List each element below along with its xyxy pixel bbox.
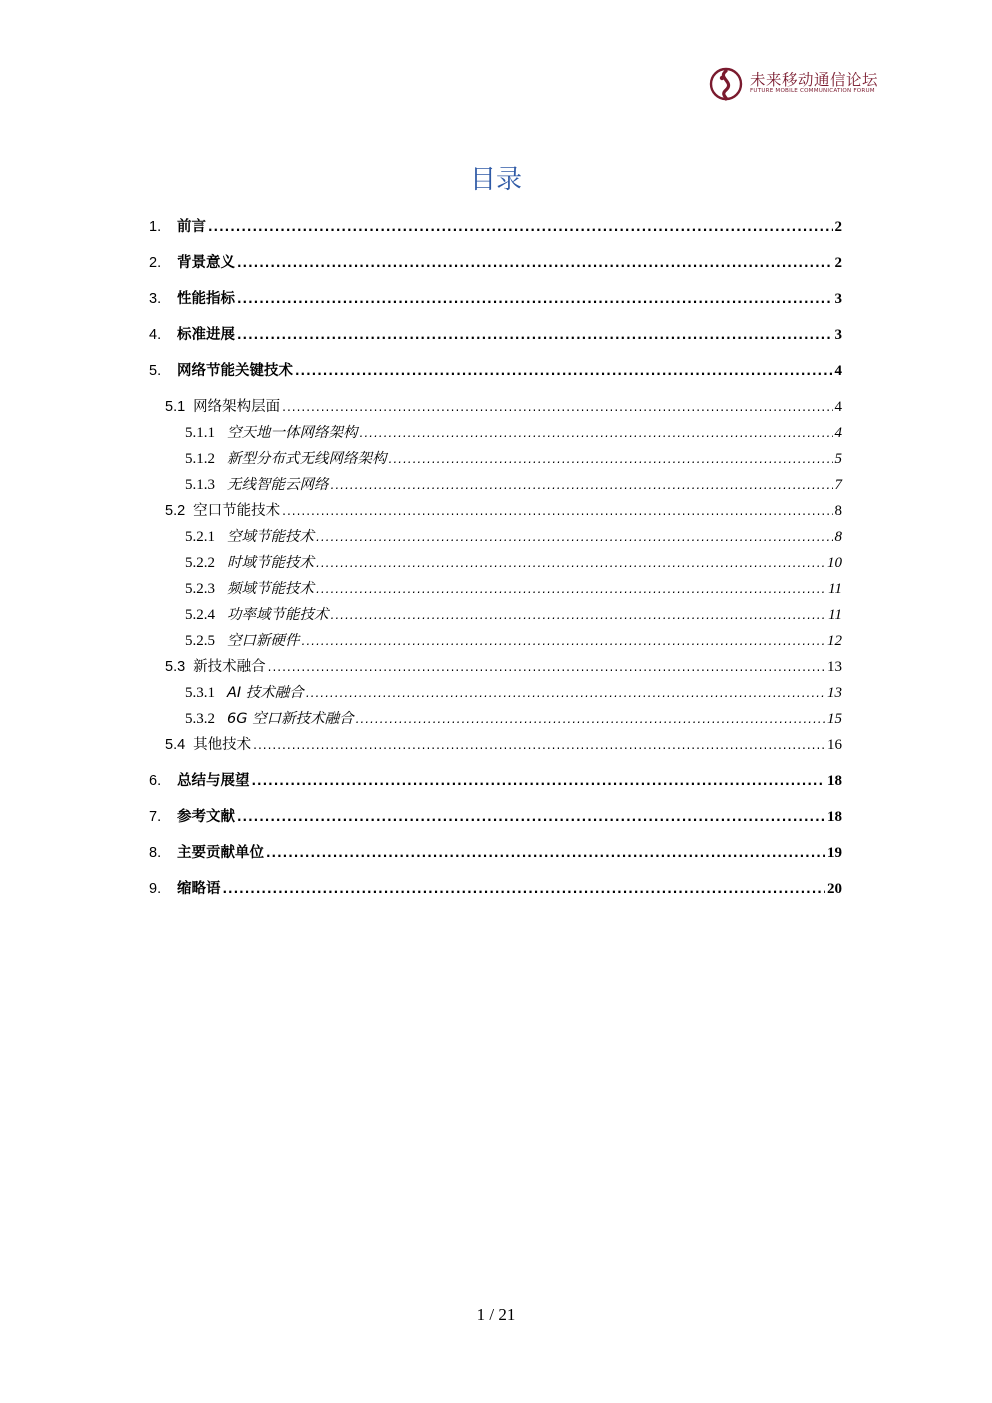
toc-entry-level-3[interactable]	[185, 577, 842, 601]
toc-dot-leader	[208, 220, 833, 234]
toc-entry-title: 无线智能云网络	[227, 477, 329, 493]
toc-entry-title: 前言	[177, 219, 206, 235]
toc-entry-page: 10	[827, 555, 842, 571]
toc-entry-level-1[interactable]	[149, 287, 842, 311]
toc-entry-title: 标准进展	[177, 327, 235, 343]
toc-entry-number: 5.3	[165, 659, 186, 675]
toc-entry-number: 5.1	[165, 399, 186, 415]
toc-entry-level-1[interactable]	[149, 841, 842, 865]
toc-dot-leader	[223, 882, 826, 896]
toc-entry-level-3[interactable]	[185, 447, 842, 471]
toc-entry-title: 主要贡献单位	[177, 845, 264, 861]
toc-entry-level-3[interactable]	[185, 629, 842, 653]
toc-entry-page: 15	[827, 711, 842, 727]
toc-dot-leader	[302, 634, 826, 648]
toc-dot-leader	[331, 608, 827, 622]
toc-entry-title: 网络节能关键技术	[177, 363, 293, 379]
toc-entry-level-2[interactable]	[165, 499, 842, 523]
toc-entry-page: 16	[827, 737, 842, 753]
toc-entry-title: 新技术融合	[193, 659, 266, 675]
toc-entry-page: 20	[827, 881, 842, 897]
toc-entry-page: 4	[834, 425, 842, 441]
toc-entry-number: 5.1.1	[185, 425, 215, 441]
toc-entry-title: 空口节能技术	[193, 503, 281, 519]
toc-dot-leader	[252, 774, 826, 788]
toc-entry-number: 5.3.2	[185, 711, 215, 727]
toc-entry-title: AI 技术融合	[227, 685, 304, 701]
toc-entry-level-1[interactable]	[149, 251, 842, 275]
toc-dot-leader	[306, 686, 825, 700]
toc-entry-level-3[interactable]	[185, 603, 842, 627]
toc-entry-title: 网络架构层面	[193, 399, 281, 415]
toc-dot-leader	[316, 556, 825, 570]
toc-entry-number: 7.	[149, 809, 162, 825]
toc-dot-leader	[253, 738, 825, 752]
toc-entry-number: 5.2.3	[185, 581, 215, 597]
toc-entry-page: 2	[834, 219, 842, 235]
toc-dot-leader	[316, 582, 826, 596]
logo-chinese-text: 未来移动通信论坛	[750, 71, 879, 89]
toc-dot-leader	[282, 504, 832, 518]
toc-dot-leader	[360, 426, 833, 440]
toc-dot-leader	[316, 530, 833, 544]
toc-entry-page: 19	[827, 845, 842, 861]
toc-entry-title: 新型分布式无线网络架构	[227, 451, 387, 467]
toc-entry-number: 4.	[149, 327, 162, 343]
toc-entry-number: 5.2.2	[185, 555, 215, 571]
toc-entry-title: 背景意义	[177, 255, 235, 271]
toc-dot-leader	[237, 292, 833, 306]
toc-dot-leader	[266, 846, 825, 860]
toc-entry-page: 18	[827, 773, 842, 789]
toc-entry-title: 时域节能技术	[227, 555, 314, 571]
toc-entry-title: 其他技术	[193, 737, 252, 753]
toc-entry-page: 8	[834, 529, 842, 545]
toc-entry-page: 5	[834, 451, 842, 467]
toc-entry-level-2[interactable]	[165, 655, 842, 679]
toc-entry-title: 6G 空口新技术融合	[227, 711, 354, 727]
toc-entry-number: 5.4	[165, 737, 186, 753]
toc-entry-page: 7	[834, 477, 842, 493]
toc-entry-number: 5.3.1	[185, 685, 215, 701]
toc-entry-title: 功率域节能技术	[227, 607, 329, 623]
toc-entry-level-3[interactable]	[185, 473, 842, 497]
toc-entry-number: 5.1.3	[185, 477, 215, 493]
toc-entry-number: 3.	[149, 291, 162, 307]
forum-emblem-icon	[708, 66, 744, 102]
toc-entry-number: 5.2	[165, 503, 186, 519]
toc-entry-number: 8.	[149, 845, 162, 861]
toc-entry-level-1[interactable]	[149, 877, 842, 901]
toc-entry-page: 3	[834, 291, 842, 307]
toc-entry-page: 11	[828, 581, 842, 597]
toc-entry-number: 5.	[149, 363, 162, 379]
toc-entry-level-1[interactable]	[149, 805, 842, 829]
toc-dot-leader	[237, 328, 833, 342]
toc-entry-page: 12	[827, 633, 842, 649]
toc-entry-page: 4	[834, 363, 842, 379]
toc-entry-level-1[interactable]	[149, 359, 842, 383]
toc-entry-level-2[interactable]	[165, 395, 842, 419]
toc-entry-title: 空口新硬件	[227, 633, 300, 649]
toc-entry-number: 5.2.1	[185, 529, 215, 545]
toc-entry-number: 1.	[149, 219, 162, 235]
toc-entry-title: 频域节能技术	[227, 581, 314, 597]
forum-logo	[708, 66, 898, 102]
toc-entry-page: 3	[834, 327, 842, 343]
toc-entry-title: 总结与展望	[177, 773, 250, 789]
toc-entry-level-3[interactable]	[185, 681, 842, 705]
logo-english-text: FUTURE MOBILE COMMUNICATION FORUM	[750, 88, 875, 94]
toc-entry-number: 5.2.4	[185, 607, 215, 623]
toc-entry-level-3[interactable]	[185, 707, 842, 731]
toc-entry-page: 11	[828, 607, 842, 623]
toc-entry-page: 13	[827, 685, 842, 701]
toc-entry-page: 2	[834, 255, 842, 271]
toc-entry-number: 5.1.2	[185, 451, 215, 467]
toc-entry-title: 参考文献	[177, 809, 235, 825]
toc-entry-title: 性能指标	[177, 291, 235, 307]
toc-entry-number: 5.2.5	[185, 633, 215, 649]
toc-dot-leader	[268, 660, 825, 674]
toc-entry-level-3[interactable]	[185, 551, 842, 575]
toc-entry-page: 8	[834, 503, 842, 519]
toc-dot-leader	[237, 810, 825, 824]
toc-dot-leader	[356, 712, 825, 726]
toc-entry-level-2[interactable]	[165, 733, 842, 757]
toc-entry-title: 空天地一体网络架构	[227, 425, 358, 441]
toc-entry-level-3[interactable]	[185, 421, 842, 445]
toc-entry-level-1[interactable]	[149, 769, 842, 793]
page-number: 1 / 21	[476, 1305, 516, 1324]
toc-entry-title: 空域节能技术	[227, 529, 314, 545]
toc-entry-number: 9.	[149, 881, 162, 897]
toc-entry-number: 6.	[149, 773, 162, 789]
page-title: 目录	[469, 165, 522, 195]
toc-dot-leader	[282, 400, 832, 414]
toc-entry-page: 13	[827, 659, 842, 675]
toc-entry-title: 缩略语	[177, 881, 221, 897]
toc-entry-level-3[interactable]	[185, 525, 842, 549]
toc-entry-page: 4	[834, 399, 842, 415]
toc-entry-page: 18	[827, 809, 842, 825]
toc-dot-leader	[237, 256, 833, 270]
toc-dot-leader	[331, 478, 833, 492]
toc-entry-level-1[interactable]	[149, 215, 842, 239]
toc-dot-leader	[389, 452, 833, 466]
toc-entry-level-1[interactable]	[149, 323, 842, 347]
toc-dot-leader	[295, 364, 833, 378]
toc-entry-number: 2.	[149, 255, 162, 271]
